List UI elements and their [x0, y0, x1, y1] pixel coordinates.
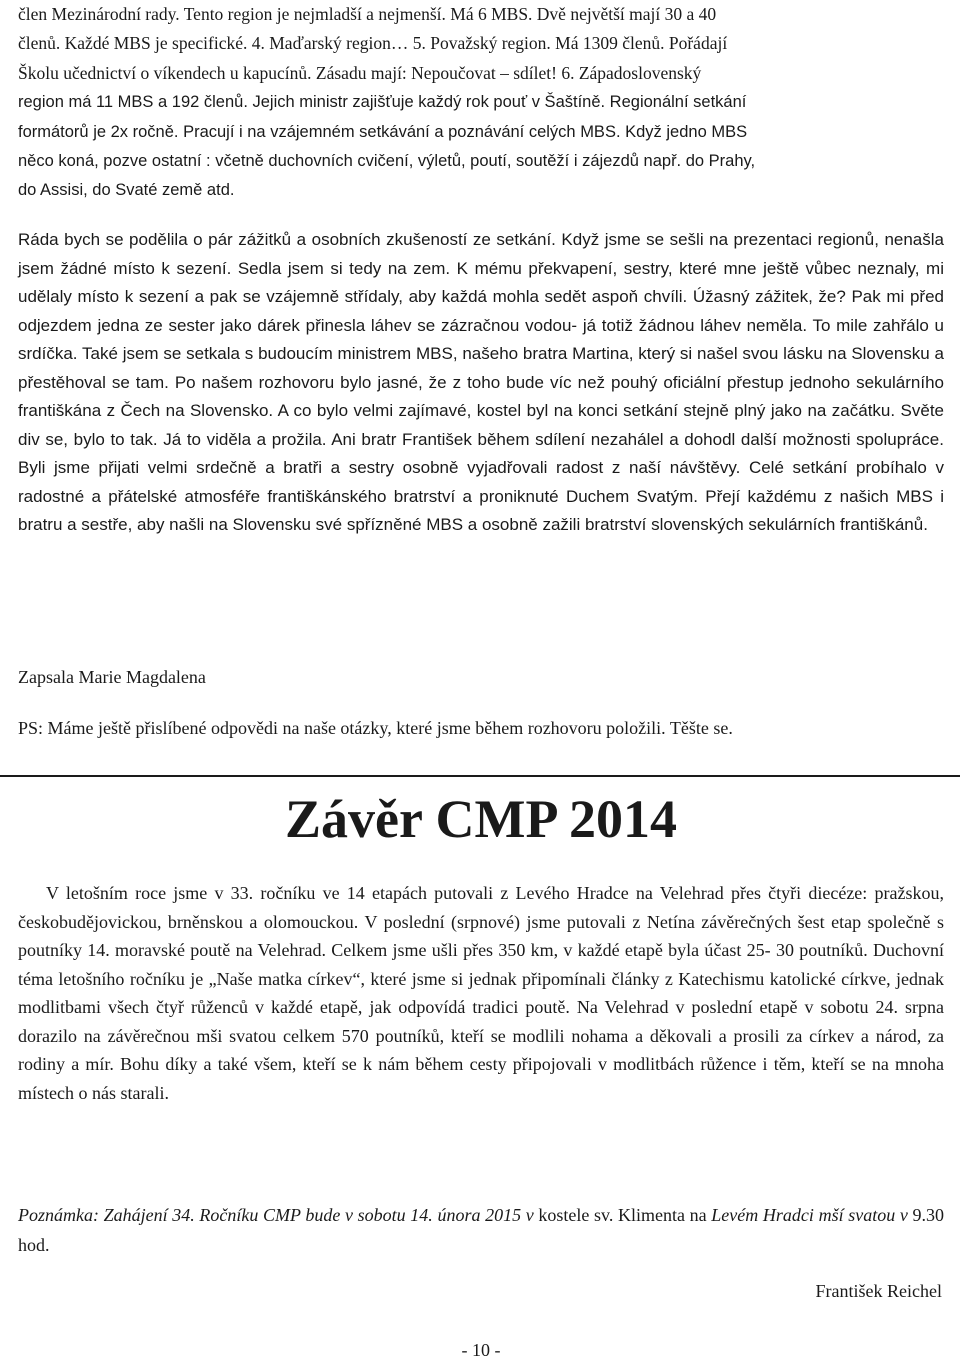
text-line: do Assisi, do Svaté země atd. [18, 181, 235, 200]
text-line: Školu učednictví o víkendech u kapucínů. Zásadu mají: Nepoučovat – sdílet! 6. Západoslovenský [18, 62, 702, 83]
section-title: Závěr CMP 2014 [285, 789, 677, 849]
text-line: formátorů je 2x ročně. Pracují i na vzájemném setkávání a poznávání celých MBS. Když jedno MBS [18, 122, 748, 141]
note-normal-part: 9.30 hod. [18, 1205, 945, 1255]
report-signature: František Reichel [815, 1281, 942, 1301]
text-line: region má 11 MBS a 192 členů. Jejich ministr zajišťuje každý rok pouť v Šaštíně. Regionální setkání [18, 93, 747, 112]
page-number: - 10 - [461, 1340, 501, 1360]
note-normal-part: kostele sv. Klimenta na [533, 1205, 712, 1225]
note-italic-part: Levém Hradci mší svatou v [711, 1205, 908, 1225]
experience-paragraph: Ráda bych se podělila o pár zážitků a osobních zkušeností ze setkání. Když jsme se sešli na prezentaci regionů, nenašla jsem žádné místo k sezení. Sedla jsem si tedy na zem. K mému překvapení, sestry, které mne ještě vůbec neznaly, mi udělaly místo k sezení a pak se vzájemně střídaly, aby každá mohla sedět aspoň chvíli. Úžasný zážitek, že? Pak mi před odjezdem jedna ze sester jako dárek přinesla láhev se zázračnou vodou- já totiž žádnou láhev neměla. To mile zahřálo u srdíčka. Také jsem se setkala s budoucím ministrem MBS, našeho bratra Martina, který si našel svou lásku na Slovensku a přestěhoval se tam. Po našem rozhovoru bylo jasné, že z toho bude víc než pouhý oficiální přestup jednoho sekulárního františkána z Čech na Slovensko. A co bylo velmi zajímavé, kostel byl na konci setkání stejně plný jako na začátku. Světe div se, bylo to tak. Já to viděla a prožila. Ani bratr František během sdílení nezahálel a dohodl další možnosti spolupráce. Byli jsme přijati velmi srdečně a bratři a sestry osobně vyjadřovali radost z naší návštěvy. Celé setkání probíhalo v radostné a přátelské atmosféře františkánského bratrství a proniknuté Duchem Svatým. Přejí každému z našich MBS i bratru a sestře, aby našli na Slovensku své spřízněné MBS a osobně zažili bratrství slovenských sekulárních františkánů. [18, 230, 944, 534]
text-line: člen Mezinárodní rady. Tento region je nejmladší a nejmenší. Má 6 MBS. Dvě největší mají 30 a 40 [18, 4, 717, 24]
postscript: PS: Máme ještě přislíbené odpovědi na naše otázky, které jsme během rozhovoru položili. Těšte se. [18, 718, 733, 738]
note-paragraph [18, 1200, 944, 1260]
note-italic-part: Poznámka: Zahájení 34. Ročníku CMP bude v sobotu 14. února 2015 v [18, 1205, 534, 1225]
text-line: členů. Každé MBS je specifické. 4. Maďarský region… 5. Považský region. Má 1309 členů. Pořádají [18, 33, 728, 54]
text-line: něco koná, pozve ostatní : včetně duchovních cvičení, výletů, poutí, soutěží i zájezdů např. do Prahy, [18, 152, 756, 171]
author-signature: Zapsala Marie Magdalena [18, 667, 206, 687]
section-divider [0, 775, 960, 777]
regions-paragraph [18, 0, 944, 206]
report-paragraph: V letošním roce jsme v 33. ročníku ve 14 etapách putovali z Levého Hradce na Velehrad přes čtyři diecéze: pražskou, českobudějovickou, brněnskou a olomouckou. V poslední (srpnové) jsme putovali z Netína závěrečných šest etap společně s poutníky 14. moravské poutě na Velehrad. Celkem jsme ušli přes 350 km, v každé etapě byla účast 25- 30 poutníků. Duchovní téma letošního ročníku je „Naše matka církev“, které jsme si jednak připomínali články z Katechismu katolické církve, jednak modlitbami všech čtyř růženců v každé etapě, jak odpovídá tradici poutě. Na Velehrad v poslední etapě v sobotu 24. srpna dorazilo na závěrečnou mši svatou celkem 570 poutníků, kteří se modlili nohama a děkovali a prosili za církev a národ, za rodiny a mír. Bohu díky a také všem, kteří se k nám během cesty připojovali v modlitbách růžence i těm, kteří se na mnoha místech o nás starali. [18, 883, 944, 1103]
